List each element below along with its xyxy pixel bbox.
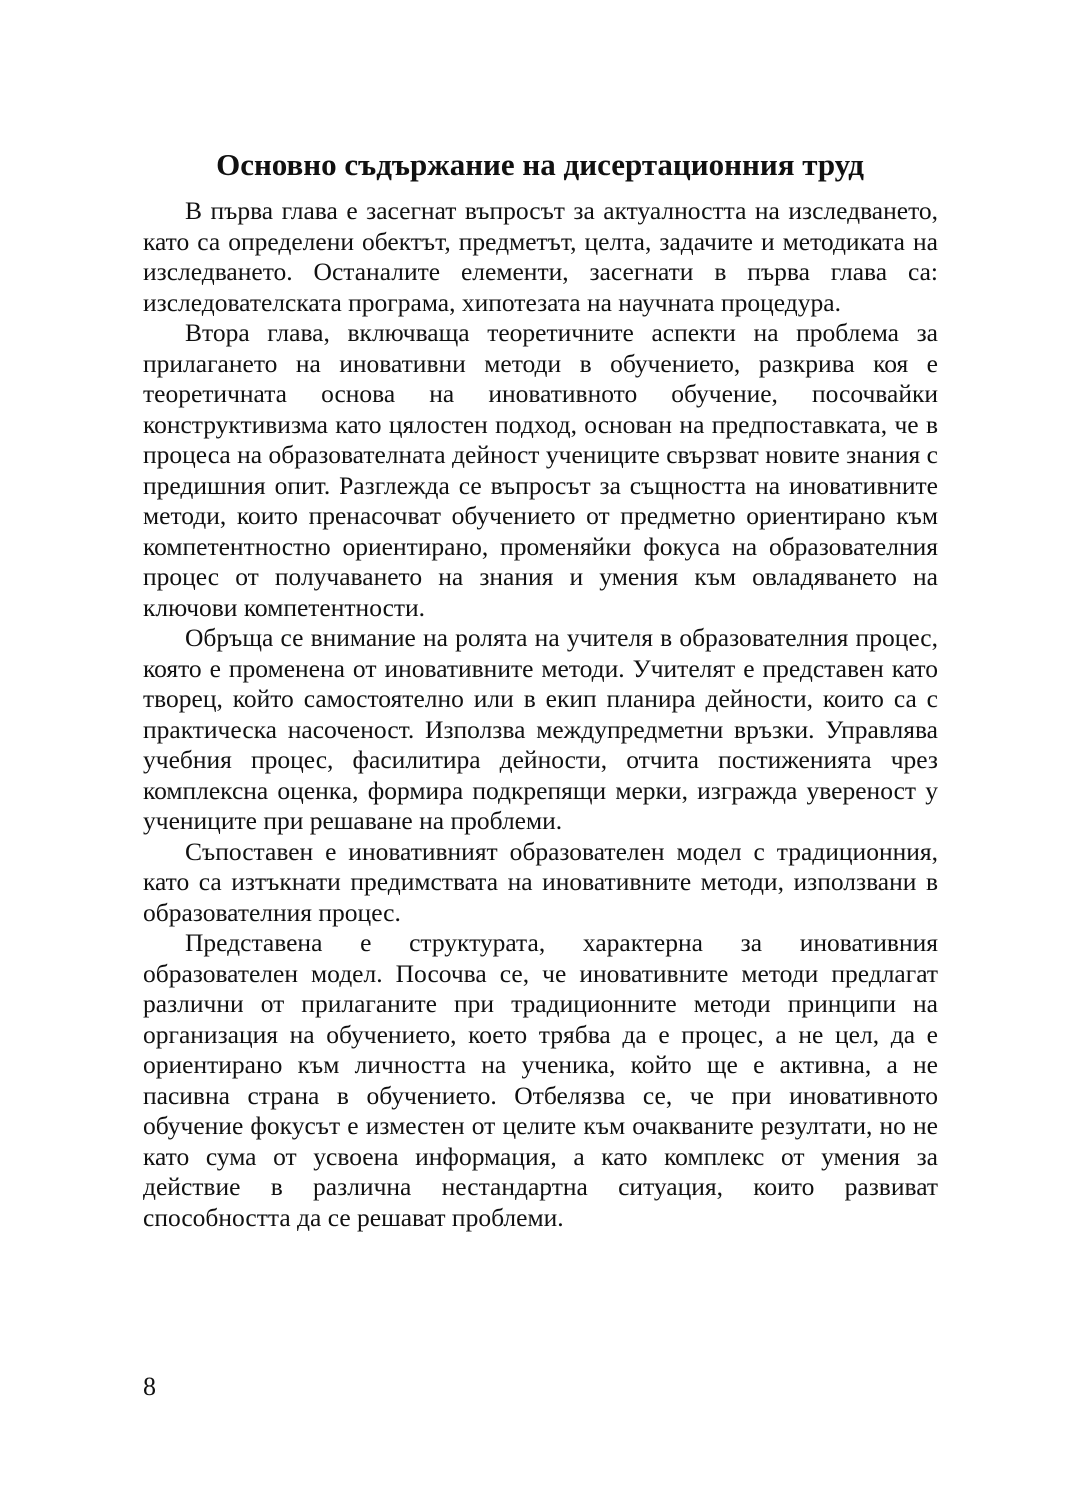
paragraph-4: Съпоставен е иновативният образователен модел с традиционния, като са изтъкнати предимствата на иновативните методи, използвани в образователния процес. xyxy=(143,836,938,927)
paragraph-2: Втора глава, включваща теоретичните аспекти на проблема за прилагането на иновативни методи в обучението, разкрива коя е теоретичната основа на иновативното обучение, посочвайки конструктивизма като цялостен подход, основан на предпоставката, че в процеса на образователната дейност учениците свързват новите знания с предишния опит. Разглежда се въпросът за същността на иновативните методи, които пренасочват обучението от предметно ориентирано към компетентностно ориентирано, променяйки фокуса на образователния процес от получаването на знания и умения към овладяването на ключови компетентности. xyxy=(143,318,938,622)
paragraph-3: Обръща се внимание на ролята на учителя в образователния процес, която е променена от иновативните методи. Учителят е представен като творец, който самостоятелно или в екип планира дейности, които са с практическа насоченост. Използва междупредметни връзки. Управлява учебния процес, фасилитира дейности, отчита постиженията чрез комплексна оценка, формира подкрепящи мерки, изгражда увереност у учениците при решаване на проблеми. xyxy=(143,623,938,835)
paragraph-1: В първа глава е засегнат въпросът за актуалността на изследването, като са определени обектът, предметът, целта, задачите и методиката на изследването. Останалите елементи, засегнати в първа глава са: изследователската програма, хипотезата на научната процедура. xyxy=(143,196,938,317)
page-title: Основно съдържание на дисертационния труд xyxy=(216,147,864,182)
paragraph-5: Представена е структурата, характерна за иновативния образователен модел. Посочва се, че иновативните методи предлагат различни от прилаганите при традиционните методи принципи на организация на обучението, което трябва да е процес, а не цел, да е ориентирано към личността на ученика, който ще е активна, а не пасивна страна в обучението. Отбелязва се, че при иновативното обучение фокусът е изместен от целите към очакваните резултати, но не като сума от усвоена информация, а като комплекс от умения за действие в различна нестандартна ситуация, които развиват способността да се решават проблеми. xyxy=(143,928,938,1232)
body-text xyxy=(143,196,938,1233)
page-number: 8 xyxy=(143,1372,156,1401)
